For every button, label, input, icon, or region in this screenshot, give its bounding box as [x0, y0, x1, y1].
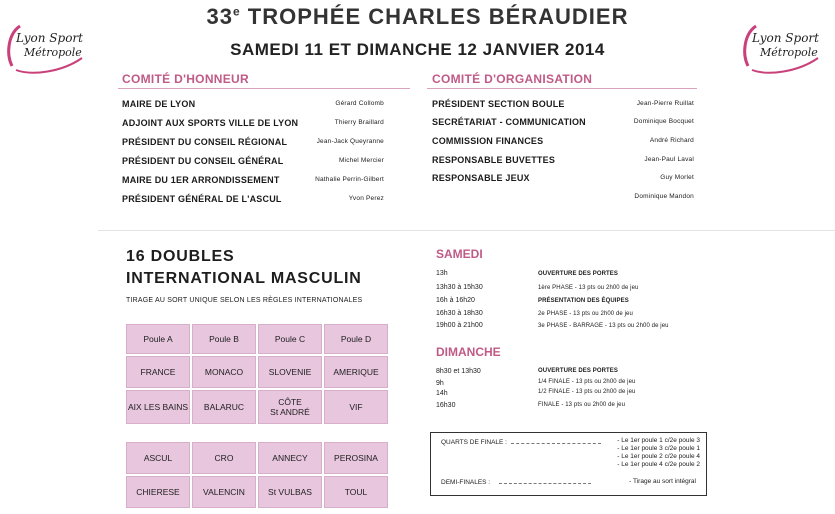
team-cell: BALARUC: [192, 390, 256, 424]
poule-header: Poule C: [258, 324, 322, 354]
quarts-line: - Le 1er poule 4 c/2e poule 2: [617, 461, 700, 468]
organisation-name: Jean-Pierre Ruillat: [636, 100, 694, 107]
quarts-label: QUARTS DE FINALE :: [441, 439, 507, 446]
honneur-name: Yvon Perez: [348, 195, 384, 202]
schedule-desc: 1/2 FINALE - 13 pts ou 2h00 de jeu: [538, 389, 636, 395]
organisation-role: PRÉSIDENT SECTION BOULE: [432, 99, 565, 109]
organisation-role: RESPONSABLE JEUX: [432, 173, 530, 183]
quarts-rule: [511, 443, 601, 444]
schedule-time: 13h: [436, 270, 448, 277]
honneur-name: Thierry Braillard: [334, 119, 384, 126]
organisation-role: RESPONSABLE BUVETTES: [432, 155, 556, 165]
team-cell: MONACO: [192, 356, 256, 388]
organisation-name: Jean-Paul Laval: [644, 156, 694, 163]
schedule-time: 9h: [436, 380, 444, 387]
schedule-desc: 1/4 FINALE - 13 pts ou 2h00 de jeu: [538, 379, 636, 385]
organisation-rule: [427, 88, 697, 89]
poule-header: Poule B: [192, 324, 256, 354]
organisation-role: COMMISSION FINANCES: [432, 136, 544, 146]
schedule-time: 19h00 à 21h00: [436, 322, 483, 329]
poule-header: Poule D: [324, 324, 388, 354]
tirage-note: TIRAGE AU SORT UNIQUE SELON LES RÈGLES INTERNATIONALES: [126, 297, 363, 304]
schedule-desc: OUVERTURE DES PORTES: [538, 271, 619, 277]
demi-rule: [499, 483, 591, 484]
honneur-role: MAIRE DE LYON: [122, 99, 196, 109]
svg-text:Lyon Sport: Lyon Sport: [752, 31, 819, 45]
poule-header: Poule A: [126, 324, 190, 354]
svg-text:Lyon Sport: Lyon Sport: [16, 31, 83, 45]
schedule-time: 16h30: [436, 402, 456, 409]
quarts-line: - Le 1er poule 2 c/2e poule 4: [617, 453, 700, 460]
honneur-heading: COMITÉ D'HONNEUR: [122, 72, 249, 86]
schedule-desc: 1ère PHASE - 13 pts ou 2h00 de jeu: [538, 285, 639, 291]
team-cell: PEROSINA: [324, 442, 388, 474]
honneur-rule: [118, 88, 410, 89]
demi-text: - Tirage au sort intégral: [629, 478, 696, 485]
schedule-time: 8h30 et 13h30: [436, 368, 481, 375]
samedi-heading: SAMEDI: [436, 247, 483, 261]
competition-title-line1: 16 DOUBLES: [126, 248, 235, 265]
organisation-name: André Richard: [649, 137, 694, 144]
organisation-name: Dominique Mandon: [634, 193, 694, 200]
schedule-desc: OUVERTURE DES PORTES: [538, 368, 619, 374]
quarts-line: - Le 1er poule 1 c/2e poule 3: [617, 437, 700, 444]
page-title: 33e TROPHÉE CHARLES BÉRAUDIER: [206, 4, 629, 29]
schedule-desc: 2e PHASE - 13 pts ou 2h00 de jeu: [538, 311, 633, 317]
organisation-name: Guy Morlet: [660, 174, 694, 181]
honneur-role: PRÉSIDENT DU CONSEIL RÉGIONAL: [122, 137, 288, 147]
team-cell: VALENCIN: [192, 476, 256, 508]
team-cell: AIX LES BAINS: [126, 390, 190, 424]
honneur-name: Gérard Collomb: [335, 100, 384, 107]
team-cell: CRO: [192, 442, 256, 474]
team-cell: ANNECY: [258, 442, 322, 474]
honneur-role: PRÉSIDENT DU CONSEIL GÉNÉRAL: [122, 156, 284, 166]
organisation-role: SECRÉTARIAT - COMMUNICATION: [432, 117, 586, 127]
team-cell: TOUL: [324, 476, 388, 508]
team-cell: CÔTE St ANDRÉ: [258, 390, 322, 424]
section-divider: [98, 230, 835, 231]
svg-text:Métropole: Métropole: [24, 46, 82, 59]
team-cell: ASCUL: [126, 442, 190, 474]
schedule-time: 16h30 à 18h30: [436, 310, 483, 317]
honneur-name: Michel Mercier: [338, 157, 384, 164]
demi-label: DEMI-FINALES :: [441, 479, 491, 486]
team-cell: CHIERESE: [126, 476, 190, 508]
schedule-time: 14h: [436, 390, 448, 397]
finals-box: [430, 432, 707, 496]
quarts-line: - Le 1er poule 3 c/2e poule 1: [617, 445, 700, 452]
organisation-name: Dominique Bocquet: [633, 118, 694, 125]
team-cell: VIF: [324, 390, 388, 424]
team-cell: FRANCE: [126, 356, 190, 388]
svg-text:Métropole: Métropole: [760, 46, 818, 59]
honneur-name: Jean-Jack Queyranne: [316, 138, 384, 145]
team-cell: AMERIQUE: [324, 356, 388, 388]
dimanche-heading: DIMANCHE: [436, 345, 501, 359]
schedule-time: 16h à 16h20: [436, 297, 475, 304]
schedule-desc: PRÉSENTATION DES ÉQUIPES: [538, 298, 629, 304]
organisation-heading: COMITÉ D'ORGANISATION: [432, 72, 593, 86]
schedule-time: 13h30 à 15h30: [436, 284, 483, 291]
honneur-name: Nathalie Perrin-Gilbert: [315, 176, 384, 183]
honneur-role: ADJOINT AUX SPORTS VILLE DE LYON: [122, 118, 299, 128]
competition-title-line2: INTERNATIONAL MASCULIN: [126, 270, 362, 287]
schedule-desc: FINALE - 13 pts ou 2h00 de jeu: [538, 402, 626, 408]
honneur-role: PRÉSIDENT GÉNÉRAL DE L'ASCUL: [122, 194, 282, 204]
team-cell: St VULBAS: [258, 476, 322, 508]
schedule-desc: 3e PHASE - BARRAGE - 13 pts ou 2h00 de jeu: [538, 323, 669, 329]
honneur-role: MAIRE DU 1ER ARRONDISSEMENT: [122, 175, 280, 185]
event-dates: SAMEDI 11 ET DIMANCHE 12 JANVIER 2014: [230, 40, 605, 59]
team-cell: SLOVENIE: [258, 356, 322, 388]
